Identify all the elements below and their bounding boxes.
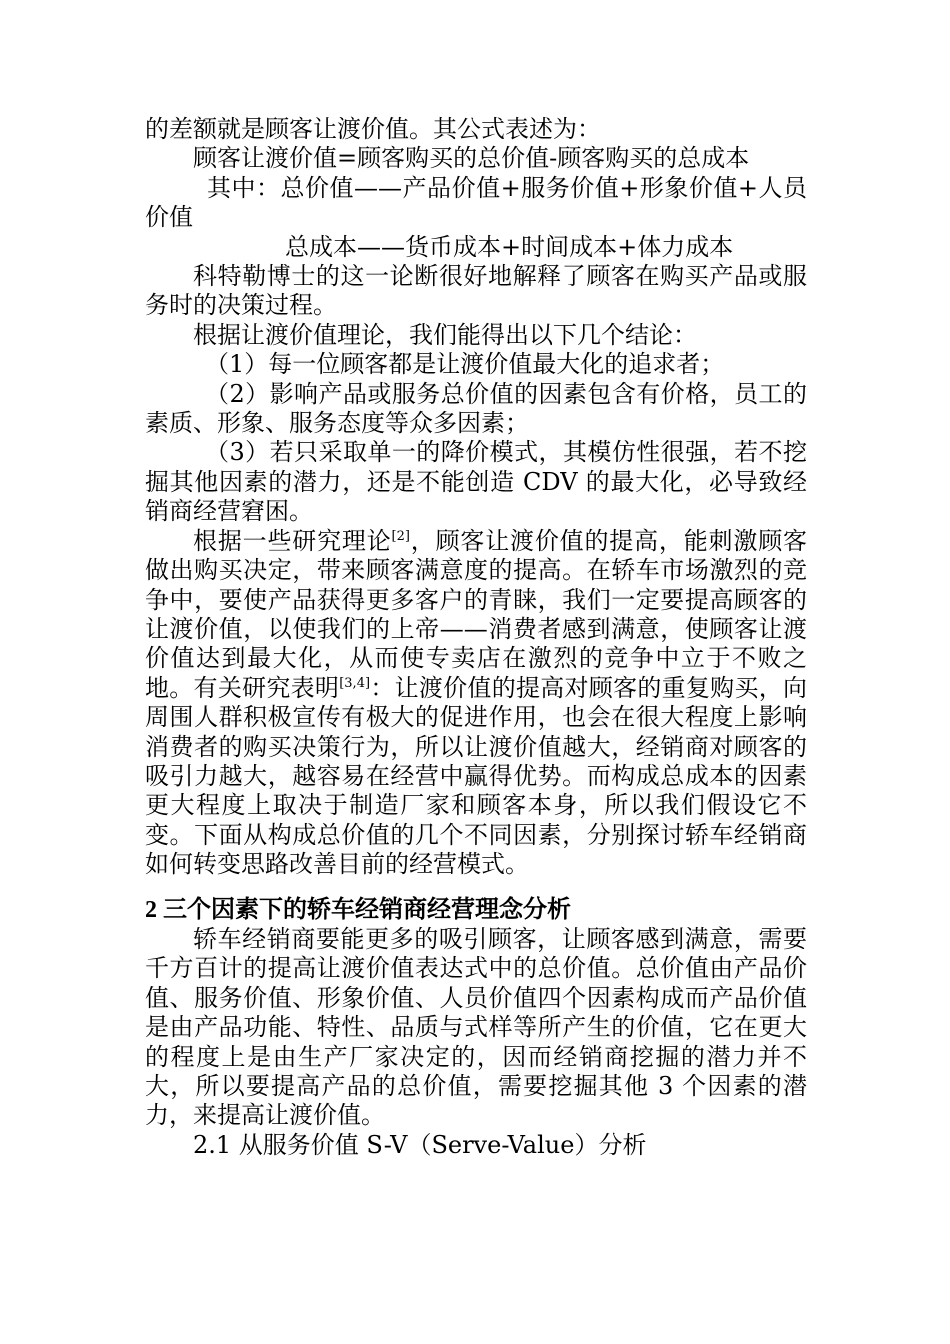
paragraph-section-2: 轿车经销商要能更多的吸引顾客，让顾客感到满意，需要千方百计的提高让渡价值表达式中的总价值。总价值由产品价值、服务价值、形象价值、人员价值四个因素构成而产品价值是由产品功能、特性、品质与式样等所产生的价值，它在更大的程度上是由生产厂家决定的，因而经销商挖掘的潜力并不大，所以要提高产品的总价值，需要挖掘其他 3 个因素的潜力，来提高让渡价值。 <box>145 924 807 1130</box>
citation-ref-3-4: [3,4] <box>339 675 371 691</box>
formula-total-value: 其中：总价值——产品价值+服务价值+形象价值+人员价值 <box>145 173 807 232</box>
formula-cdv: 顾客让渡价值=顾客购买的总价值-顾客购买的总成本 <box>193 144 750 173</box>
paragraph-research-part-3: ：让渡价值的提高对顾客的重复购买，向周围人群积极宣传有极大的促进作用，也会在很大程度上影响消费者的购买决策行为，所以让渡价值越大，经销商对顾客的吸引力越大，越容易在经营中赢得优势。而构成总成本的因素更大程度上取决于制造厂家和顾客本身，所以我们假设它不变。下面从构成总价值的几个不同因素，分别探讨轿车经销商如何转变思路改善目前的经营模式。 <box>145 673 808 879</box>
conclusion-item-3: （3）若只采取单一的降价模式，其模仿性很强，若不挖掘其他因素的潜力，还是不能创造 CDV 的最大化，必导致经销商经营窘困。 <box>145 438 807 526</box>
section-heading-2: 2 三个因素下的轿车经销商经营理念分析 <box>145 896 571 923</box>
paragraph-research-part-1: 根据一些研究理论 <box>193 526 392 555</box>
paragraph-research <box>145 527 807 880</box>
paragraph-conclusions-intro: 根据让渡价值理论，我们能得出以下几个结论： <box>193 320 697 349</box>
citation-ref-2: [2] <box>391 528 410 544</box>
conclusion-item-1: （1）每一位顾客都是让渡价值最大化的追求者； <box>205 350 725 379</box>
paragraph-kotler: 科特勒博士的这一论断很好地解释了顾客在购买产品或服务时的决策过程。 <box>145 262 807 320</box>
paragraph-continuation: 的差额就是顾客让渡价值。其公式表述为： <box>145 115 601 143</box>
paragraph-research-part-2: ，顾客让渡价值的提高，能刺激顾客做出购买决定，带来顾客满意度的提高。在轿车市场激烈的竞争中，要使产品获得更多客户的青睐，我们一定要提高顾客的让渡价值，以使我们的上帝——消费者感到满意，使顾客让渡价值达到最大化，从而使专卖店在激烈的竞争中立于不败之地。有关研究表明 <box>145 526 808 702</box>
formula-total-cost: 总成本——货币成本+时间成本+体力成本 <box>285 232 734 261</box>
document-body <box>145 115 807 1160</box>
conclusion-item-2: （2）影响产品或服务总价值的因素包含有价格，员工的素质、形象、服务态度等众多因素； <box>145 379 807 438</box>
subsection-heading-2-1: 2.1 从服务价值 S-V（Serve-Value）分析 <box>193 1130 647 1159</box>
